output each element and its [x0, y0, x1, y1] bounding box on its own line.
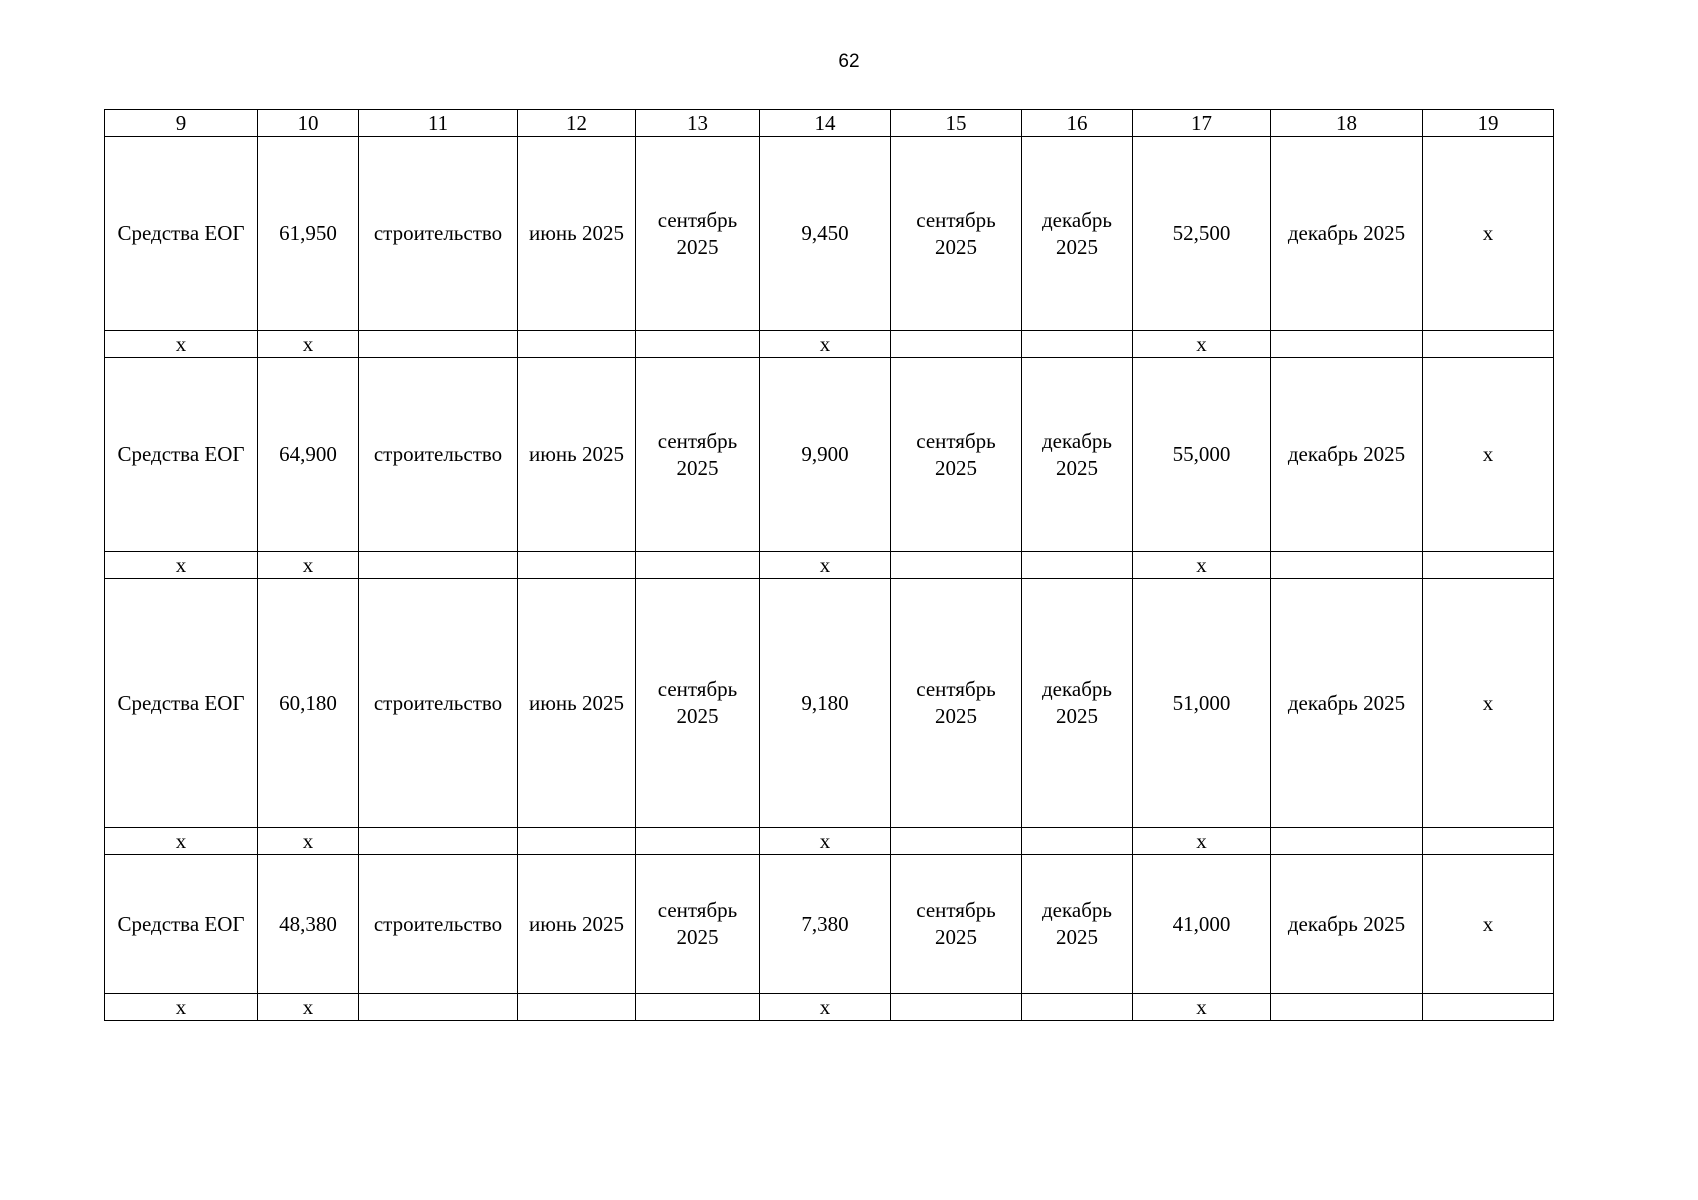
completion-date-cell: декабрь 2025	[1271, 855, 1423, 994]
empty-cell	[518, 331, 636, 358]
start-date-cell: июнь 2025	[518, 137, 636, 331]
completion-date-cell: декабрь 2025	[1271, 358, 1423, 552]
funding-source-cell: Средства ЕОГ	[105, 358, 258, 552]
table-row	[105, 137, 1554, 331]
column-number: 16	[1022, 110, 1133, 137]
page-number: 62	[838, 51, 860, 72]
stage1-amount-cell: 9,450	[760, 137, 891, 331]
empty-cell	[1423, 552, 1554, 579]
column-number: 13	[636, 110, 760, 137]
subtotal-row	[105, 828, 1554, 855]
stage2-end-cell: декабрь 2025	[1022, 579, 1133, 828]
funding-source-cell: Средства ЕОГ	[105, 855, 258, 994]
total-amount-cell: 48,380	[258, 855, 359, 994]
stage2-end-cell: декабрь 2025	[1022, 358, 1133, 552]
stage1-amount-cell: 7,380	[760, 855, 891, 994]
empty-cell	[1423, 828, 1554, 855]
stage1-amount-cell: 9,180	[760, 579, 891, 828]
column-number: 17	[1133, 110, 1271, 137]
x-mark-cell: х	[105, 552, 258, 579]
stage2-end-cell: декабрь 2025	[1022, 855, 1133, 994]
empty-cell	[518, 552, 636, 579]
empty-cell	[1271, 331, 1423, 358]
subtotal-row	[105, 994, 1554, 1021]
x-mark-cell: х	[760, 552, 891, 579]
empty-cell	[1022, 552, 1133, 579]
funding-source-cell: Средства ЕОГ	[105, 579, 258, 828]
empty-cell	[1271, 828, 1423, 855]
column-number: 9	[105, 110, 258, 137]
empty-cell	[636, 552, 760, 579]
x-mark-cell: х	[258, 994, 359, 1021]
x-mark-cell: х	[105, 828, 258, 855]
col19-cell: х	[1423, 358, 1554, 552]
column-number-row	[105, 110, 1554, 137]
stage2-start-cell: сентябрь 2025	[891, 855, 1022, 994]
empty-cell	[1022, 994, 1133, 1021]
empty-cell	[1271, 994, 1423, 1021]
empty-cell	[636, 331, 760, 358]
empty-cell	[636, 994, 760, 1021]
funding-source-cell: Средства ЕОГ	[105, 137, 258, 331]
document-table	[104, 109, 1554, 1021]
stage2-end-cell: декабрь 2025	[1022, 137, 1133, 331]
work-type-cell: строительство	[359, 358, 518, 552]
table-row	[105, 579, 1554, 828]
stage2-amount-cell: 55,000	[1133, 358, 1271, 552]
stage2-start-cell: сентябрь 2025	[891, 579, 1022, 828]
column-number: 19	[1423, 110, 1554, 137]
stage1-end-cell: сентябрь 2025	[636, 137, 760, 331]
stage1-end-cell: сентябрь 2025	[636, 358, 760, 552]
empty-cell	[518, 828, 636, 855]
empty-cell	[1271, 552, 1423, 579]
x-mark-cell: х	[760, 828, 891, 855]
work-type-cell: строительство	[359, 855, 518, 994]
subtotal-row	[105, 552, 1554, 579]
empty-cell	[359, 552, 518, 579]
total-amount-cell: 64,900	[258, 358, 359, 552]
empty-cell	[891, 994, 1022, 1021]
stage2-amount-cell: 52,500	[1133, 137, 1271, 331]
x-mark-cell: х	[258, 331, 359, 358]
stage2-amount-cell: 51,000	[1133, 579, 1271, 828]
start-date-cell: июнь 2025	[518, 358, 636, 552]
col19-cell: х	[1423, 137, 1554, 331]
empty-cell	[1423, 994, 1554, 1021]
empty-cell	[891, 552, 1022, 579]
empty-cell	[359, 828, 518, 855]
x-mark-cell: х	[760, 331, 891, 358]
work-type-cell: строительство	[359, 579, 518, 828]
x-mark-cell: х	[1133, 994, 1271, 1021]
table-row	[105, 855, 1554, 994]
work-type-cell: строительство	[359, 137, 518, 331]
column-number: 14	[760, 110, 891, 137]
empty-cell	[518, 994, 636, 1021]
stage2-start-cell: сентябрь 2025	[891, 358, 1022, 552]
stage1-amount-cell: 9,900	[760, 358, 891, 552]
x-mark-cell: х	[760, 994, 891, 1021]
x-mark-cell: х	[258, 552, 359, 579]
x-mark-cell: х	[105, 994, 258, 1021]
stage2-start-cell: сентябрь 2025	[891, 137, 1022, 331]
column-number: 18	[1271, 110, 1423, 137]
subtotal-row	[105, 331, 1554, 358]
column-number: 15	[891, 110, 1022, 137]
stage1-end-cell: сентябрь 2025	[636, 855, 760, 994]
table-row	[105, 358, 1554, 552]
empty-cell	[359, 331, 518, 358]
empty-cell	[891, 828, 1022, 855]
stage1-end-cell: сентябрь 2025	[636, 579, 760, 828]
empty-cell	[1423, 331, 1554, 358]
column-number: 11	[359, 110, 518, 137]
start-date-cell: июнь 2025	[518, 579, 636, 828]
start-date-cell: июнь 2025	[518, 855, 636, 994]
col19-cell: х	[1423, 579, 1554, 828]
stage2-amount-cell: 41,000	[1133, 855, 1271, 994]
empty-cell	[359, 994, 518, 1021]
column-number: 10	[258, 110, 359, 137]
x-mark-cell: х	[258, 828, 359, 855]
empty-cell	[636, 828, 760, 855]
col19-cell: х	[1423, 855, 1554, 994]
total-amount-cell: 61,950	[258, 137, 359, 331]
x-mark-cell: х	[1133, 552, 1271, 579]
x-mark-cell: х	[105, 331, 258, 358]
empty-cell	[1022, 331, 1133, 358]
completion-date-cell: декабрь 2025	[1271, 137, 1423, 331]
x-mark-cell: х	[1133, 331, 1271, 358]
x-mark-cell: х	[1133, 828, 1271, 855]
empty-cell	[891, 331, 1022, 358]
completion-date-cell: декабрь 2025	[1271, 579, 1423, 828]
empty-cell	[1022, 828, 1133, 855]
total-amount-cell: 60,180	[258, 579, 359, 828]
column-number: 12	[518, 110, 636, 137]
